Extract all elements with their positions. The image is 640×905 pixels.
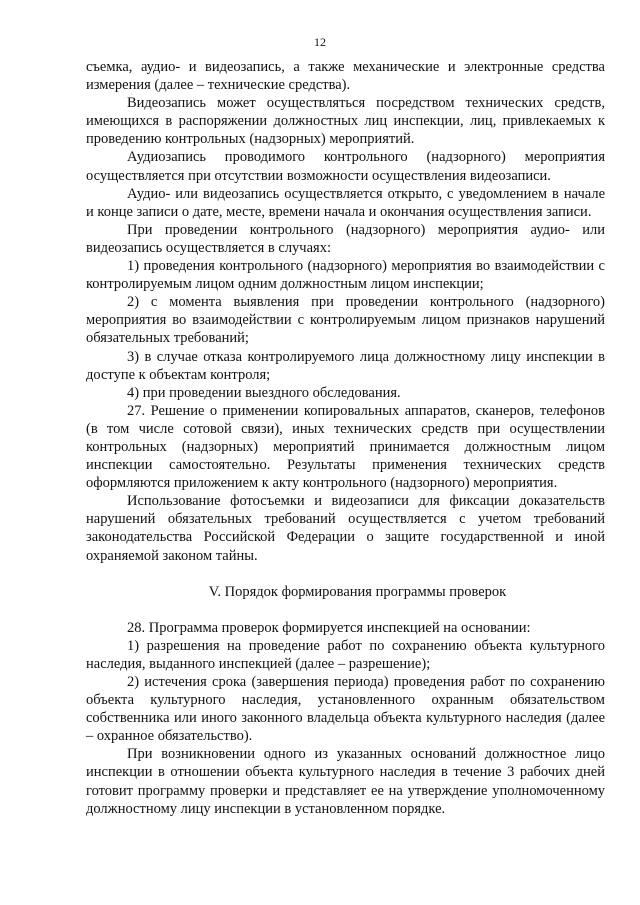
document-body xyxy=(86,58,605,818)
page-number: 12 xyxy=(314,35,326,49)
paragraph: Аудио- или видеозапись осуществляется открыто, с уведомлением в начале и конце записи о дате, месте, времени начала и окончания осуществления записи. xyxy=(86,185,605,220)
list-item: 4) при проведении выездного обследования. xyxy=(127,384,401,401)
paragraph: Видеозапись может осуществляться посредством технических средств, имеющихся в распоряжении должностных лиц инспекции, лиц, привлекаемых к проведению контрольных (надзорных) мероприятий. xyxy=(86,95,605,148)
list-item: 2) с момента выявления при проведении контрольного (надзорного) мероприятия во взаимодействии с контролируемым лицом признаков нарушений обязательных требований; xyxy=(86,294,605,347)
paragraph: Аудиозапись проводимого контрольного (надзорного) мероприятия осуществляется при отсутствии возможности осуществления видеозаписи. xyxy=(86,149,605,184)
list-item: 1) разрешения на проведение работ по сохранению объекта культурного наследия, выданного инспекцией (далее – разрешение); xyxy=(86,637,605,672)
paragraph: Использование фотосъемки и видеозаписи для фиксации доказательств нарушений обязательных требований осуществляется с учетом требований законодательства Российской Федерации о защите государственной и иной охраняемой законом тайны. xyxy=(86,493,605,564)
list-item: 2) истечения срока (завершения периода) проведения работ по сохранению объекта культурного наследия, установленного охранным обязательством собственника или иного законного владельца объекта культурного наследия (далее – охранное обязательство). xyxy=(86,674,605,745)
paragraph: съемка, аудио- и видеозапись, а также механические и электронные средства измерения (далее – технические средства). xyxy=(86,59,605,94)
paragraph: При проведении контрольного (надзорного) мероприятия аудио- или видеозапись осуществляется в случаях: xyxy=(86,221,605,256)
section-heading: V. Порядок формирования программы проверок xyxy=(208,583,507,600)
list-item: 3) в случае отказа контролируемого лица должностному лицу инспекции в доступе к объектам контроля; xyxy=(86,348,605,383)
paragraph: 27. Решение о применении копировальных аппаратов, сканеров, телефонов (в том числе сотовой связи), иных технических средств при осуществлении контрольных (надзорных) мероприятий принимается должностным лицом инспекции самостоятельно. Результаты применения технических средств оформляются приложением к акту контрольного (надзорного) мероприятия. xyxy=(86,402,605,492)
list-item: 1) проведения контрольного (надзорного) мероприятия во взаимодействии с контролируемым лицом одним должностным лицом инспекции; xyxy=(86,258,605,293)
paragraph: 28. Программа проверок формируется инспекцией на основании: xyxy=(127,619,531,636)
paragraph: При возникновении одного из указанных оснований должностное лицо инспекции в отношении объекта культурного наследия в течение 3 рабочих дней готовит программу проверки и представляет ее на утверждение уполномоченному должностному лицу инспекции в установленном порядке. xyxy=(86,746,605,817)
